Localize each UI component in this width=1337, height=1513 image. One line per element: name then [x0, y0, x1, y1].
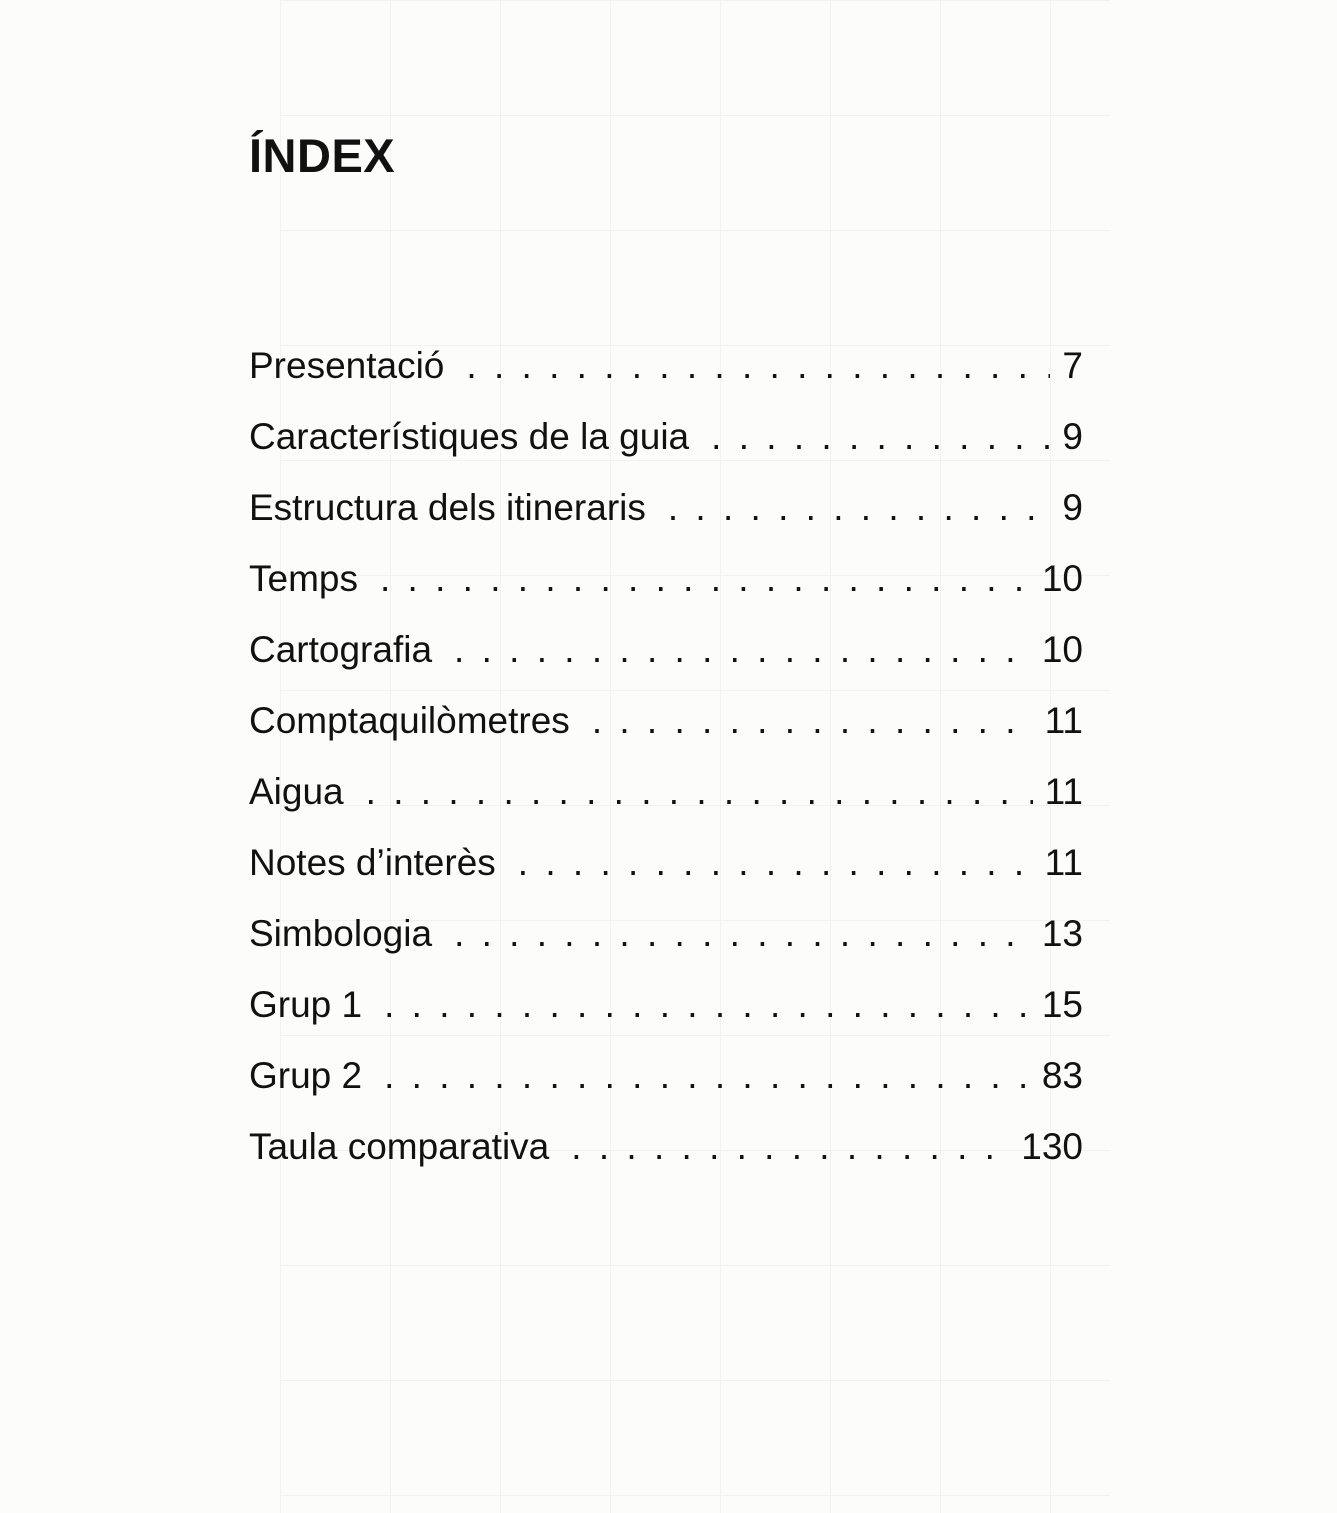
- toc-entry-page: 7: [1062, 345, 1083, 386]
- toc-entry-page: 11: [1044, 700, 1083, 741]
- toc-entry: [249, 904, 1083, 975]
- dot-leader: [571, 1117, 1009, 1177]
- dot-leader: [366, 762, 1033, 822]
- toc-entry: [249, 975, 1083, 1046]
- table-of-contents: [249, 336, 1083, 1188]
- toc-entry-label: Notes d’interès: [249, 842, 496, 883]
- toc-entry-page: 11: [1044, 842, 1083, 883]
- toc-entry-label: Comptaquilòmetres: [249, 700, 570, 741]
- toc-entry-label: Taula comparativa: [249, 1126, 550, 1167]
- toc-entry-page: 130: [1021, 1126, 1083, 1167]
- toc-entry-page: 11: [1044, 771, 1083, 812]
- toc-entry-label: Característiques de la guia: [249, 416, 690, 457]
- toc-entry-page: 9: [1062, 487, 1083, 528]
- toc-entry-label: Simbologia: [249, 913, 433, 954]
- page-title: ÍNDEX: [249, 129, 396, 182]
- toc-entry-page: 10: [1041, 558, 1083, 599]
- dot-leader: [466, 336, 1050, 396]
- toc-entry: [249, 1117, 1083, 1188]
- dot-leader: [454, 904, 1030, 964]
- toc-entry: [249, 478, 1083, 549]
- toc-entry-label: Estructura dels itineraris: [249, 487, 646, 528]
- toc-entry: [249, 620, 1083, 691]
- toc-entry-label: Grup 2: [249, 1055, 363, 1096]
- dot-leader: [454, 620, 1030, 680]
- toc-entry: [249, 549, 1083, 620]
- dot-leader: [380, 549, 1030, 609]
- toc-entry-page: 15: [1041, 984, 1083, 1025]
- toc-entry-label: Aigua: [249, 771, 344, 812]
- toc-entry: [249, 691, 1083, 762]
- toc-entry: [249, 833, 1083, 904]
- dot-leader: [384, 975, 1030, 1035]
- dot-leader: [711, 407, 1050, 467]
- toc-entry-label: Presentació: [249, 345, 445, 386]
- toc-entry: [249, 1046, 1083, 1117]
- dot-leader: [384, 1046, 1030, 1106]
- toc-entry-label: Cartografia: [249, 629, 433, 670]
- toc-entry-page: 13: [1041, 913, 1083, 954]
- toc-entry-page: 10: [1041, 629, 1083, 670]
- toc-entry-label: Grup 1: [249, 984, 363, 1025]
- toc-entry-label: Temps: [249, 558, 358, 599]
- toc-entry-page: 83: [1041, 1055, 1083, 1096]
- toc-entry: [249, 336, 1083, 407]
- dot-leader: [518, 833, 1033, 893]
- toc-entry-page: 9: [1062, 416, 1083, 457]
- toc-entry: [249, 762, 1083, 833]
- dot-leader: [668, 478, 1051, 538]
- toc-entry: [249, 407, 1083, 478]
- dot-leader: [592, 691, 1033, 751]
